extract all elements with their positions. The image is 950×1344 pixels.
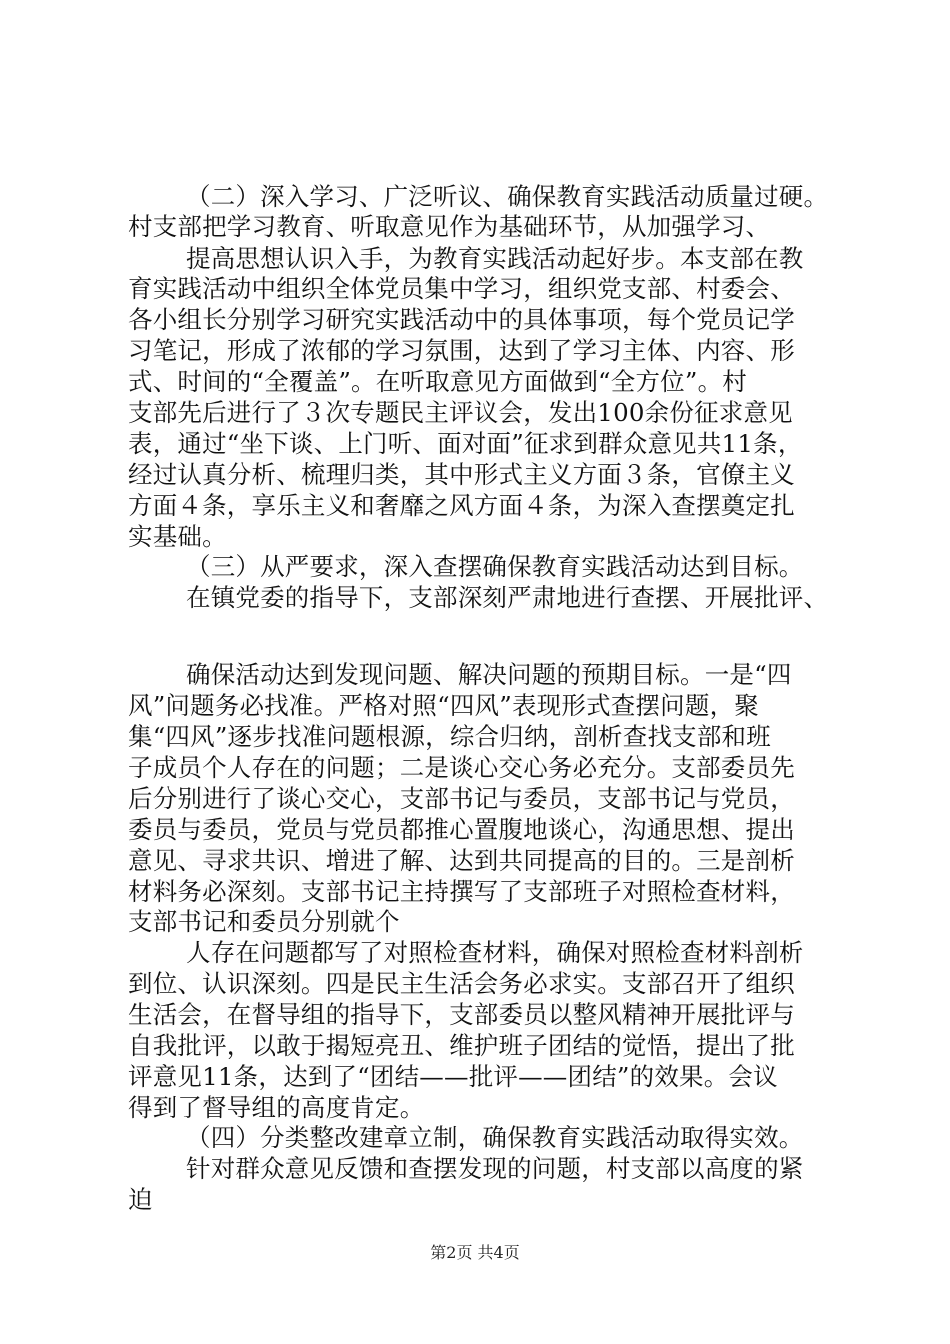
paragraph-line: 材料务必深刻。支部书记主持撰写了支部班子对照检查材料，: [128, 877, 795, 906]
paragraph-line: 方面４条，享乐主义和奢靡之风方面４条，为深入查摆奠定扎: [128, 491, 795, 520]
paragraph-line: 各小组长分别学习研究实践活动中的具体事项，每个党员记学: [128, 305, 795, 334]
paragraph-line: 支部先后进行了３次专题民主评议会，发出100余份征求意见: [128, 398, 793, 427]
paragraph-line: 迫: [128, 1185, 153, 1214]
paragraph-line: 评意见11条，达到了“团结——批评——团结”的效果。会议: [128, 1062, 778, 1091]
paragraph-line: 得到了督导组的高度肯定。: [128, 1093, 425, 1122]
paragraph-line: 子成员个人存在的问题；二是谈心交心务必充分。支部委员先: [128, 753, 795, 782]
paragraph-line: 实基础。: [128, 522, 227, 551]
paragraph-line: 支部书记和委员分别就个: [128, 907, 400, 936]
paragraph-line: 针对群众意见反馈和查摆发现的问题，村支部以高度的紧: [186, 1154, 804, 1183]
paragraph-line: 风”问题务必找准。严格对照“四风”表现形式查摆问题，聚: [128, 691, 759, 720]
paragraph-line: 在镇党委的指导下，支部深刻严肃地进行查摆、开展批评、: [186, 583, 829, 612]
paragraph-line: 人存在问题都写了对照检查材料，确保对照检查材料剖析: [186, 938, 804, 967]
paragraph-line: 育实践活动中组织全体党员集中学习，组织党支部、村委会、: [128, 274, 795, 303]
paragraph-line: 后分别进行了谈心交心，支部书记与委员，支部书记与党员，: [128, 784, 795, 813]
paragraph-line: 确保活动达到发现问题、解决问题的预期目标。一是“四: [186, 660, 792, 689]
paragraph-line: 村支部把学习教育、听取意见作为基础环节，从加强学习、: [128, 212, 771, 241]
paragraph-line: 表，通过“坐下谈、上门听、面对面”征求到群众意见共11条，: [128, 429, 803, 458]
paragraph-line: 习笔记，形成了浓郁的学习氛围，达到了学习主体、内容、形: [128, 336, 795, 365]
paragraph-line: （二）深入学习、广泛听议、确保教育实践活动质量过硬。: [186, 182, 829, 211]
section-heading: （三）从严要求，深入查摆确保教育实践活动达到目标。: [186, 552, 804, 581]
paragraph-line: 意见、寻求共识、增进了解、达到共同提高的目的。三是剖析: [128, 846, 795, 875]
paragraph-line: 经过认真分析、梳理归类，其中形式主义方面３条，官僚主义: [128, 460, 795, 489]
paragraph-line: 集“四风”逐步找准问题根源，综合归纳，剖析查找支部和班: [128, 722, 771, 751]
paragraph-line: 式、时间的“全覆盖”。在听取意见方面做到“全方位”。村: [128, 367, 747, 396]
paragraph-line: 到位、认识深刻。四是民主生活会务必求实。支部召开了组织: [128, 969, 795, 998]
paragraph-line: 委员与委员，党员与党员都推心置腹地谈心，沟通思想、提出: [128, 815, 795, 844]
paragraph-line: 生活会，在督导组的指导下，支部委员以整风精神开展批评与: [128, 1000, 795, 1029]
page-number-footer: 第2页 共4页: [430, 1243, 520, 1262]
section-heading: （四）分类整改建章立制，确保教育实践活动取得实效。: [186, 1123, 804, 1152]
paragraph-line: 自我批评，以敢于揭短亮丑、维护班子团结的觉悟，提出了批: [128, 1031, 795, 1060]
paragraph-line: 提高思想认识入手，为教育实践活动起好步。本支部在教: [186, 244, 804, 273]
